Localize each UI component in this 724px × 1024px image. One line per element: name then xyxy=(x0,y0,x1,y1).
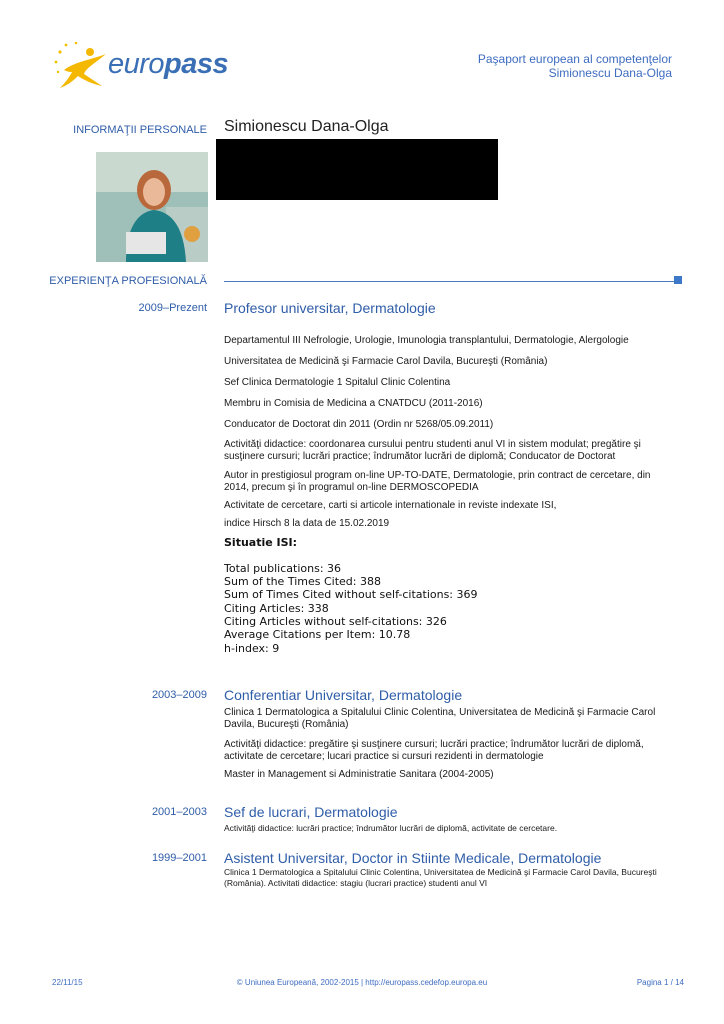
footer-page-number: Pagina 1 / 14 xyxy=(636,978,684,987)
job-detail-line: Clinica 1 Dermatologica a Spitalului Clinic Colentina, Universitatea de Medicină şi Farmacie Carol Davila, Bucureşti (România). Activitati didactice: stagiu (lucrari practice) studenti anul VI xyxy=(224,867,657,888)
job-title: Sef de lucrari, Dermatologie xyxy=(224,804,398,820)
section-label-personal: INFORMAŢII PERSONALE xyxy=(73,124,207,136)
document-header xyxy=(478,52,672,80)
profile-photo xyxy=(96,152,208,262)
job-detail-line: Universitatea de Medicină şi Farmacie Carol Davila, Bucureşti (România) xyxy=(224,356,548,367)
job-detail-line: Master in Management si Administratie Sanitara (2004-2005) xyxy=(224,769,494,780)
footer-date: 22/11/15 xyxy=(52,978,83,987)
isi-stat: h-index: 9 xyxy=(224,642,280,655)
isi-stat: Sum of the Times Cited: 388 xyxy=(224,575,381,588)
section-divider xyxy=(224,281,674,282)
job-dates: 2003–2009 xyxy=(151,689,207,701)
europass-wordmark: europass xyxy=(108,48,229,80)
europass-star-figure-icon xyxy=(50,40,110,92)
section-divider-marker xyxy=(674,276,682,284)
isi-stat: Total publications: 36 xyxy=(224,562,342,575)
job-detail-line: Activităţi didactice: coordonarea cursului pentru studenti anul VI in sistem modulat; pregătire şi susţinere cursuri; lucrări practice; îndrumător lucrări de diplomă; Conducator de Doctorat xyxy=(224,439,641,462)
job-detail-line: Conducator de Doctorat din 2011 (Ordin nr 5268/05.09.2011) xyxy=(224,419,494,430)
job-detail-line: Clinica 1 Dermatologica a Spitalului Clinic Colentina, Universitatea de Medicină şi Farmacie Carol Davila, Bucureşti (România) xyxy=(224,707,656,730)
europass-logo xyxy=(50,40,229,92)
job-dates: 2001–2003 xyxy=(151,806,207,818)
section-label-experience: EXPERIENŢA PROFESIONALĂ xyxy=(49,275,207,287)
job-dates: 2009–Prezent xyxy=(138,302,207,314)
job-detail-line: Autor in prestigiosul program on-line UP-TO-DATE, Dermatologie, prin contract de cercetare, din 2014, precum şi în programul on-line DERMOSCOPEDIA xyxy=(224,470,651,493)
footer-copyright: © Uniunea Europeană, 2002-2015 | http://europass.cedefop.europa.eu xyxy=(236,978,488,987)
person-name: Simionescu Dana-Olga xyxy=(224,118,389,135)
isi-stat: Sum of Times Cited without self-citations: 369 xyxy=(224,588,478,601)
document-title: Paşaport european al competenţelor xyxy=(477,52,672,66)
job-detail-line: indice Hirsch 8 la data de 15.02.2019 xyxy=(224,518,390,529)
isi-heading: Situatie ISI: xyxy=(224,536,298,549)
isi-stat: Average Citations per Item: 10.78 xyxy=(224,628,411,641)
job-title: Profesor universitar, Dermatologie xyxy=(224,300,436,316)
job-dates: 1999–2001 xyxy=(151,852,207,864)
isi-stat: Citing Articles: 338 xyxy=(224,602,329,615)
job-detail-line: Activităţi didactice: pregătire şi susţinere cursuri; lucrări practice; îndrumător lucrări de diplomă, activitate de cercetare; lucari practice si cursuri rezidenti in dermatologie xyxy=(224,739,644,762)
job-detail-line: Departamentul III Nefrologie, Urologie, Imunologia transplantului, Dermatologie, Alergologie xyxy=(224,335,629,346)
job-detail-line: Activitate de cercetare, carti si articole internationale in reviste indexate ISI, xyxy=(224,500,557,511)
job-title: Conferentiar Universitar, Dermatologie xyxy=(224,687,463,703)
job-title: Asistent Universitar, Doctor in Stiinte Medicale, Dermatologie xyxy=(224,850,602,866)
isi-stat: Citing Articles without self-citations: 326 xyxy=(224,615,447,628)
job-detail-line: Sef Clinica Dermatologie 1 Spitalul Clinic Colentina xyxy=(224,377,451,388)
job-detail-line: Activităţi didactice: lucrări practice; îndrumător lucrări de diplomă, activitate de cercetare. xyxy=(224,823,558,833)
job-detail-line: Membru in Comisia de Medicina a CNATDCU (2011-2016) xyxy=(224,398,483,409)
redacted-contact-block xyxy=(216,139,498,200)
header-person-name: Simionescu Dana-Olga xyxy=(548,66,672,80)
